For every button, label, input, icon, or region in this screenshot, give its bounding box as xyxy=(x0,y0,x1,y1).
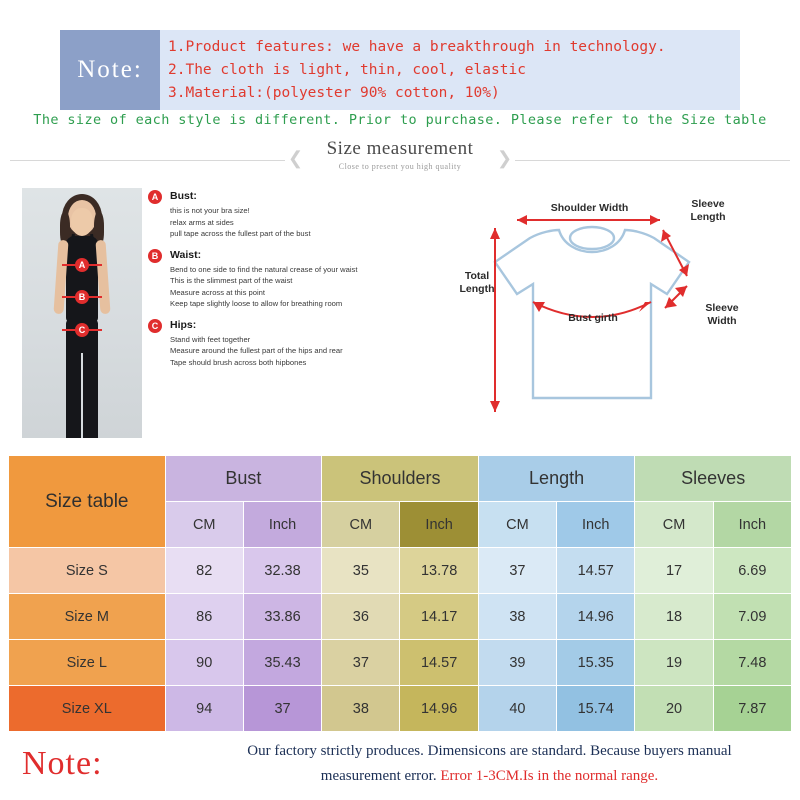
cell-length-cm: 37 xyxy=(478,548,556,594)
label-total-length: Total Length xyxy=(459,270,495,295)
model-torso xyxy=(66,236,98,322)
unit-shoulders-inch: Inch xyxy=(400,502,478,548)
size-measurement-heading xyxy=(0,138,800,171)
bust-line-1: this is not your bra size! xyxy=(170,206,250,215)
label-shoulder-width: Shoulder Width xyxy=(550,202,629,214)
hips-line-3: Tape should brush across both hipbones xyxy=(170,357,307,367)
model-face xyxy=(71,208,93,236)
swirl-right-icon: ❯ xyxy=(497,148,513,168)
header-bust: Bust xyxy=(165,456,322,502)
hips-badge-icon: C xyxy=(148,319,162,333)
unit-length-inch: Inch xyxy=(557,502,635,548)
table-row xyxy=(9,548,792,594)
swirl-left-icon: ❮ xyxy=(288,148,304,168)
row-size-label: Size S xyxy=(9,548,166,594)
bottom-note-line-2 xyxy=(197,764,782,789)
table-row xyxy=(9,594,792,640)
cell-shoulders-inch: 13.78 xyxy=(400,548,478,594)
row-size-label: Size M xyxy=(9,594,166,640)
divider-left xyxy=(10,160,285,161)
unit-length-cm: CM xyxy=(478,502,556,548)
instruction-waist xyxy=(148,249,368,310)
header-shoulders: Shoulders xyxy=(322,456,479,502)
cell-sleeves-inch: 7.48 xyxy=(713,640,791,686)
bust-badge-icon: A xyxy=(148,190,162,204)
unit-shoulders-cm: CM xyxy=(322,502,400,548)
cell-shoulders-cm: 37 xyxy=(322,640,400,686)
row-size-label: Size L xyxy=(9,640,166,686)
bust-line-2: relax arms at sides xyxy=(170,217,234,227)
waist-badge-icon: B xyxy=(148,249,162,263)
table-row xyxy=(9,686,792,732)
table-header-groups xyxy=(9,456,792,502)
size-measurement-subtitle: Close to present you high quality xyxy=(338,162,462,171)
unit-bust-inch: Inch xyxy=(243,502,321,548)
header-sleeves: Sleeves xyxy=(635,456,792,502)
size-table xyxy=(8,455,792,732)
label-sleeve-length: Sleeve Length xyxy=(690,198,726,223)
cell-sleeves-cm: 20 xyxy=(635,686,713,732)
shirt-diagram xyxy=(455,190,775,445)
cell-bust-cm: 90 xyxy=(165,640,243,686)
factory-note xyxy=(0,728,800,800)
bottom-note-line-1: Our factory strictly produces. Dimensicons are standard. Because buyers manual xyxy=(247,743,732,759)
waist-title: Waist: xyxy=(170,248,202,261)
size-measurement-title: Size measurement xyxy=(326,138,474,159)
size-disclaimer: The size of each style is different. Prior to purchase. Please refer to the Size table xyxy=(33,112,767,128)
cell-sleeves-cm: 17 xyxy=(635,548,713,594)
bottom-note-text xyxy=(197,739,800,789)
cell-bust-cm: 94 xyxy=(165,686,243,732)
cell-bust-cm: 82 xyxy=(165,548,243,594)
waist-line-2: This is the slimmest part of the waist xyxy=(170,276,293,285)
product-note-box xyxy=(60,30,740,110)
point-a-badge: A xyxy=(75,258,89,272)
bust-line-3: pull tape across the fullest part of the bust xyxy=(170,229,311,238)
instruction-bust xyxy=(148,190,368,240)
header-length: Length xyxy=(478,456,635,502)
cell-sleeves-cm: 19 xyxy=(635,640,713,686)
hips-title: Hips: xyxy=(170,318,197,331)
cell-bust-inch: 33.86 xyxy=(243,594,321,640)
cell-shoulders-cm: 36 xyxy=(322,594,400,640)
cell-bust-cm: 86 xyxy=(165,594,243,640)
size-table-title: Size table xyxy=(9,456,166,548)
cell-shoulders-cm: 38 xyxy=(322,686,400,732)
cell-bust-inch: 37 xyxy=(243,686,321,732)
hips-line-2: Measure around the fullest part of the hips and rear xyxy=(170,346,343,355)
row-size-label: Size XL xyxy=(9,686,166,732)
cell-sleeves-inch: 7.87 xyxy=(713,686,791,732)
measurement-panel xyxy=(0,178,800,453)
hips-line-1: Stand with feet together xyxy=(170,334,251,344)
divider-right xyxy=(515,160,790,161)
model-leg-gap xyxy=(81,353,83,438)
point-c-badge: C xyxy=(75,323,89,337)
measurement-instructions xyxy=(148,190,368,377)
unit-sleeves-cm: CM xyxy=(635,502,713,548)
note-label: Note: xyxy=(60,30,160,110)
cell-length-inch: 15.74 xyxy=(557,686,635,732)
bottom-note-line-2-prefix: measurement error. xyxy=(320,768,441,784)
cell-shoulders-inch: 14.57 xyxy=(400,640,478,686)
cell-length-cm: 38 xyxy=(478,594,556,640)
label-bust-girth: Bust girth xyxy=(568,312,618,324)
waist-line-3: Measure across at this point xyxy=(170,287,265,297)
cell-length-cm: 40 xyxy=(478,686,556,732)
cell-sleeves-cm: 18 xyxy=(635,594,713,640)
waist-line-4: Keep tape slightly loose to allow for breathing room xyxy=(170,299,343,308)
point-b-badge: B xyxy=(75,290,89,304)
cell-shoulders-inch: 14.96 xyxy=(400,686,478,732)
note-line-2: 2.The cloth is light, thin, cool, elastic xyxy=(168,62,526,78)
note-line-3: 3.Material:(polyester 90% cotton, 10%) xyxy=(168,85,500,101)
cell-sleeves-inch: 7.09 xyxy=(713,594,791,640)
cell-length-inch: 14.57 xyxy=(557,548,635,594)
bottom-note-error-range: Error 1-3CM.Is in the normal range. xyxy=(440,768,659,784)
unit-bust-cm: CM xyxy=(165,502,243,548)
instruction-hips xyxy=(148,319,368,369)
table-row xyxy=(9,640,792,686)
waist-line-1: Bend to one side to find the natural crease of your waist xyxy=(170,264,358,274)
note-lines xyxy=(160,30,740,110)
cell-length-inch: 14.96 xyxy=(557,594,635,640)
cell-sleeves-inch: 6.69 xyxy=(713,548,791,594)
unit-sleeves-inch: Inch xyxy=(713,502,791,548)
cell-shoulders-inch: 14.17 xyxy=(400,594,478,640)
cell-length-inch: 15.35 xyxy=(557,640,635,686)
model-photo xyxy=(22,188,142,438)
cell-shoulders-cm: 35 xyxy=(322,548,400,594)
cell-bust-inch: 32.38 xyxy=(243,548,321,594)
bottom-note-label: Note: xyxy=(22,745,103,782)
cell-bust-inch: 35.43 xyxy=(243,640,321,686)
cell-length-cm: 39 xyxy=(478,640,556,686)
label-sleeve-width: Sleeve Width xyxy=(705,302,739,327)
bust-title: Bust: xyxy=(170,190,197,202)
note-line-1: 1.Product features: we have a breakthrough in technology. xyxy=(168,39,666,55)
